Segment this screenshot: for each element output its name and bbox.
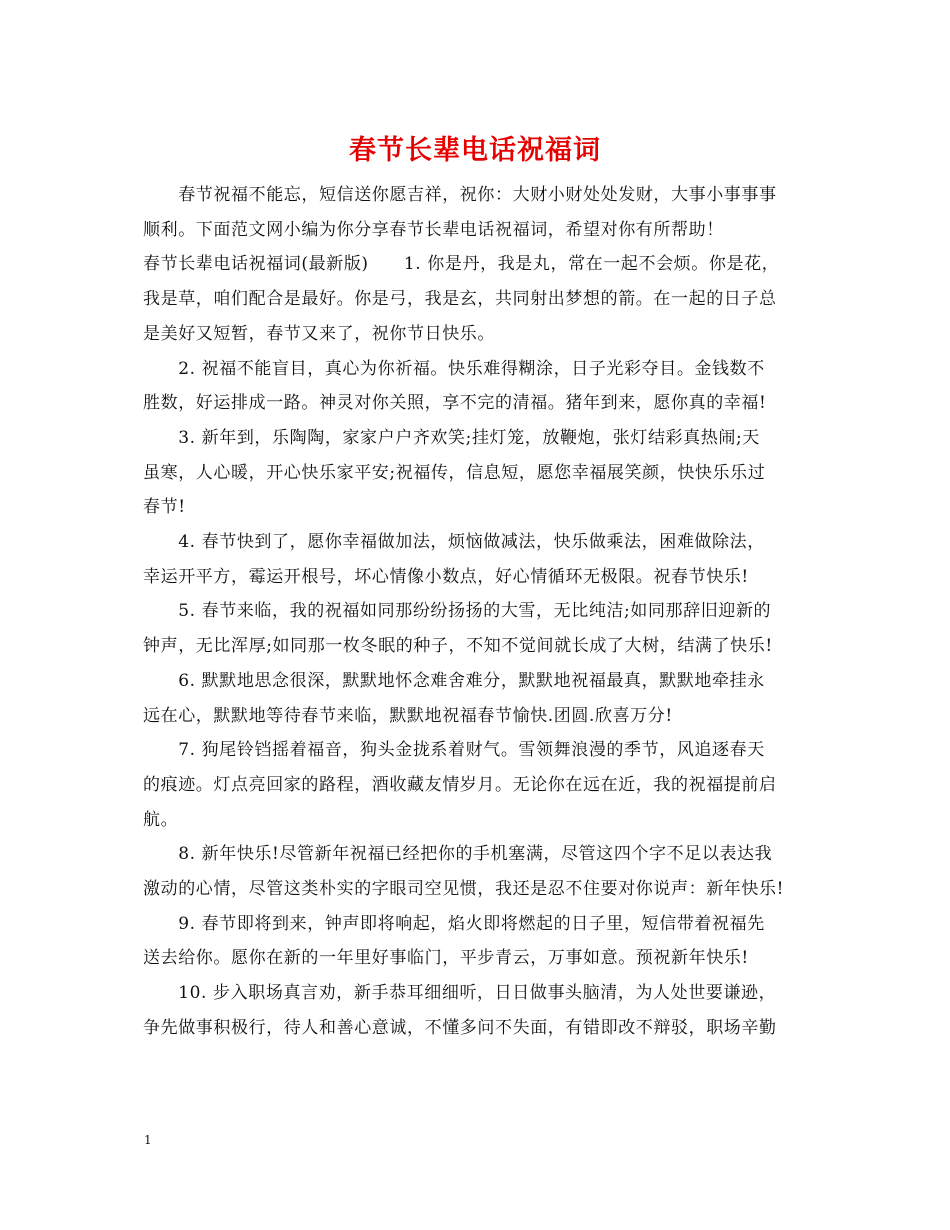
body-text-line: 6. 默默地思念很深，默默地怀念难舍难分，默默地祝福最真，默默地牵挂永 <box>143 670 765 691</box>
body-text-line: 航。 <box>143 809 179 830</box>
body-text-line: 送去给你。愿你在新的一年里好事临门，平步青云，万事如意。预祝新年快乐! <box>143 948 749 969</box>
body-text-line: 4. 春节快到了，愿你幸福做加法，烦恼做减法，快乐做乘法，困难做除法， <box>143 532 765 552</box>
body-text-line: 虽寒，人心暖，开心快乐家平安;祝福传，信息短，愿您幸福展笑颜，快快乐乐过 <box>143 462 766 483</box>
body-text-line: 春节! <box>143 497 186 518</box>
document-title: 春节长辈电话祝福词 <box>349 135 601 166</box>
body-text-line: 的痕迹。灯点亮回家的路程，酒收藏友情岁月。无论你在远在近，我的祝福提前启 <box>143 774 777 795</box>
body-text-line: 5. 春节来临，我的祝福如同那纷纷扬扬的大雪，无比纯洁;如同那辞旧迎新的 <box>143 601 772 622</box>
body-text-line: 是美好又短暂，春节又来了，祝你节日快乐。 <box>143 323 495 344</box>
page-number: 1 <box>144 1133 152 1147</box>
body-text-line: 2. 祝福不能盲目，真心为你祈福。快乐难得糊涂，日子光彩夺目。金钱数不 <box>143 358 765 379</box>
body-text-line: 钟声，无比浑厚;如同那一枚冬眠的种子，不知不觉间就长成了大树，结满了快乐! <box>143 636 773 657</box>
body-text-line: 远在心，默默地等待春节来临，默默地祝福春节愉快.团圆.欣喜万分! <box>143 705 673 726</box>
body-text-line: 幸运开平方，霉运开根号，坏心情像小数点，好心情循环无极限。祝春节快乐! <box>143 566 749 587</box>
body-text-line: 10. 步入职场真言劝，新手恭耳细细听，日日做事头脑清，为人处世要谦逊， <box>143 983 777 1004</box>
body-text-line: 9. 春节即将到来，钟声即将响起，焰火即将燃起的日子里，短信带着祝福先 <box>143 913 765 934</box>
body-text-line: 3. 新年到，乐陶陶，家家户户齐欢笑;挂灯笼，放鞭炮，张灯结彩真热闹;天 <box>143 427 760 448</box>
body-text-line: 顺利。下面范文网小编为你分享春节长辈电话祝福词，希望对你有所帮助！ <box>143 219 724 240</box>
body-text-line: 胜数，好运排成一路。神灵对你关照，享不完的清福。猪年到来，愿你真的幸福! <box>143 393 767 414</box>
body-text-line: 春节长辈电话祝福词(最新版) 1. 你是丹，我是丸，常在一起不会烦。你是花， <box>143 254 780 275</box>
body-text-line: 我是草，咱们配合是最好。你是弓，我是玄，共同射出梦想的箭。在一起的日子总 <box>143 289 777 310</box>
body-text-line: 8. 新年快乐!尽管新年祝福已经把你的手机塞满，尽管这四个字不足以表达我 <box>143 844 773 865</box>
body-text-line: 激动的心情，尽管这类朴实的字眼司空见惯，我还是忍不住要对你说声：新年快乐! <box>143 879 785 899</box>
body-text-line: 7. 狗尾铃铛摇着福音，狗头金拢系着财气。雪领舞浪漫的季节，风追逐春天 <box>143 740 765 761</box>
body-text-line: 春节祝福不能忘，短信送你愿吉祥，祝你：大财小财处处发财，大事小事事事 <box>143 185 777 205</box>
body-text-line: 争先做事积极行，待人和善心意诚，不懂多问不失面，有错即改不辩驳，职场辛勤 <box>143 1017 777 1038</box>
